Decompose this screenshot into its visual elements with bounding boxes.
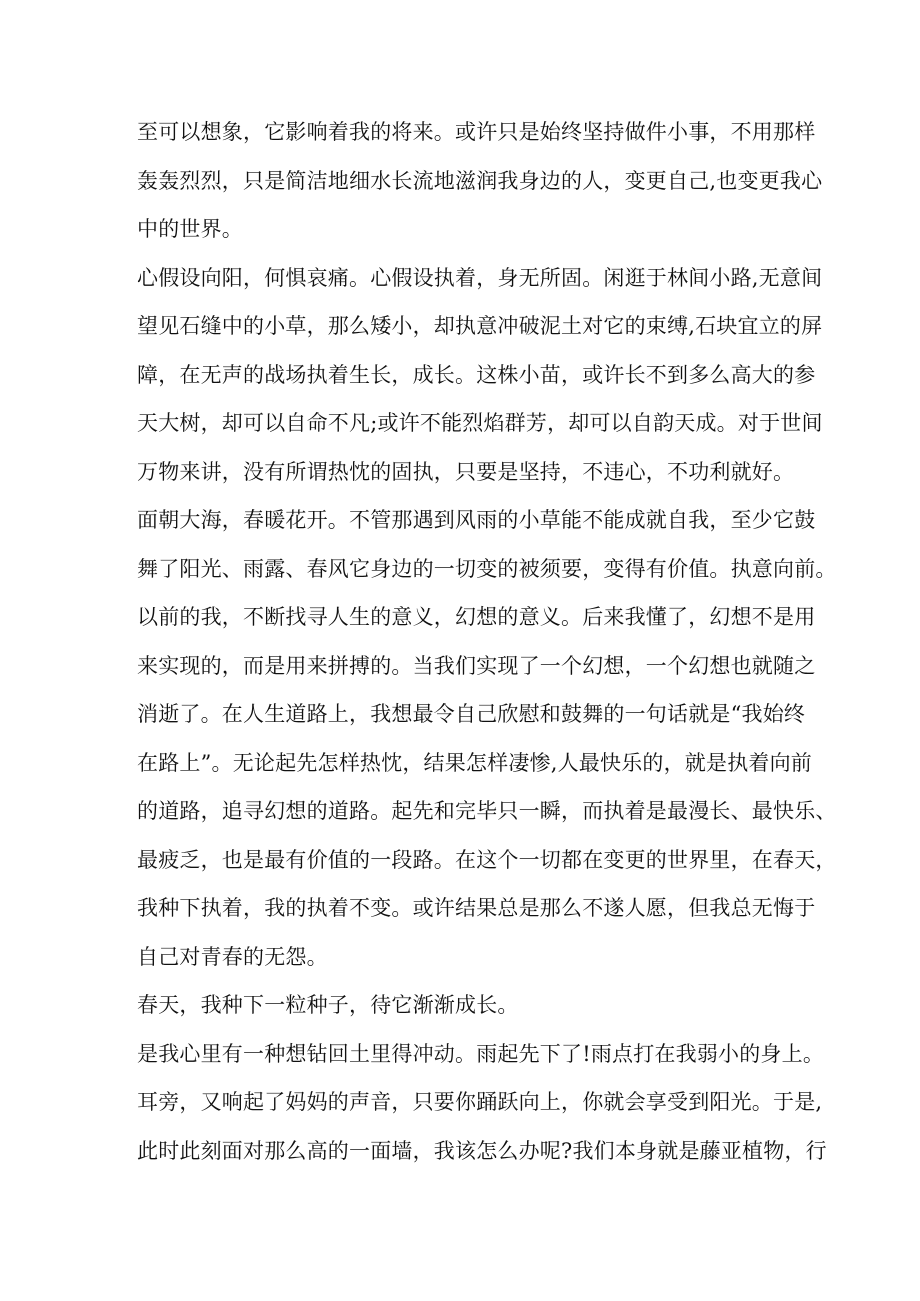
text-line: 望见石缝中的小草，那么矮小，却执意冲破泥土对它的束缚,石块宜立的屏 bbox=[137, 314, 823, 338]
text-line: 万物来讲，没有所谓热忱的固执，只要是坚持，不违心，不功利就好。 bbox=[137, 459, 795, 484]
text-line: 自己对青春的无怨。 bbox=[137, 944, 328, 969]
text-line: 在路上”。无论起先怎样热忱，结果怎样凄惨,人最快乐的，就是执着向前 bbox=[137, 750, 813, 775]
text-line: 是我心里有一种想钻回土里得冲动。雨起先下了!雨点打在我弱小的身上。 bbox=[137, 1041, 825, 1066]
text-line: 障，在无声的战场执着生长，成长。这株小苗，或许长不到多么高大的参 bbox=[137, 362, 816, 387]
text-line: 最疲乏，也是最有价值的一段路。在这个一切都在变更的世界里，在春天， bbox=[137, 847, 837, 872]
text-line: 消逝了。在人生道路上，我想最令自己欣慰和鼓舞的一句话就是“我始终 bbox=[137, 702, 806, 726]
text-line: 天大树，却可以自命不凡;或许不能烈焰群芳，却可以自韵天成。对于世间 bbox=[137, 411, 823, 435]
text-line: 的道路，追寻幻想的道路。起先和完毕只一瞬，而执着是最漫长、最快乐、 bbox=[137, 799, 837, 823]
text-line: 面朝大海，春暖花开。不管那遇到风雨的小草能不能成就自我，至少它鼓 bbox=[137, 508, 816, 532]
text-line: 以前的我，不断找寻人生的意义，幻想的意义。后来我懂了，幻想不是用 bbox=[137, 605, 816, 629]
text-line: 舞了阳光、雨露、春风它身边的一切变的被须要，变得有价值。执意向前。 bbox=[137, 556, 837, 581]
text-line: 我种下执着，我的执着不变。或许结果总是那么不遂人愿，但我总无悔于 bbox=[137, 896, 816, 920]
text-line: 中的世界。 bbox=[137, 217, 243, 241]
text-line: 至可以想象，它影响着我的将来。或许只是始终坚持做件小事，不用那样 bbox=[137, 120, 816, 144]
text-line: 心假设向阳，何惧哀痛。心假设执着，身无所固。闲逛于林间小路,无意间 bbox=[137, 265, 823, 290]
text-line: 耳旁，又响起了妈妈的声音，只要你踊跃向上，你就会享受到阳光。于是, bbox=[137, 1090, 823, 1114]
text-line: 春天，我种下一粒种子，待它渐渐成长。 bbox=[137, 993, 519, 1017]
text-line: 此时此刻面对那么高的一面墙，我该怎么办呢?我们本身就是藤亚植物，行 bbox=[137, 1138, 827, 1163]
text-line: 轰轰烈烈，只是简洁地细水长流地滋润我身边的人，变更自己,也变更我心 bbox=[137, 168, 823, 193]
text-line: 来实现的，而是用来拼搏的。当我们实现了一个幻想，一个幻想也就随之 bbox=[137, 653, 816, 678]
body-text bbox=[137, 108, 837, 1175]
